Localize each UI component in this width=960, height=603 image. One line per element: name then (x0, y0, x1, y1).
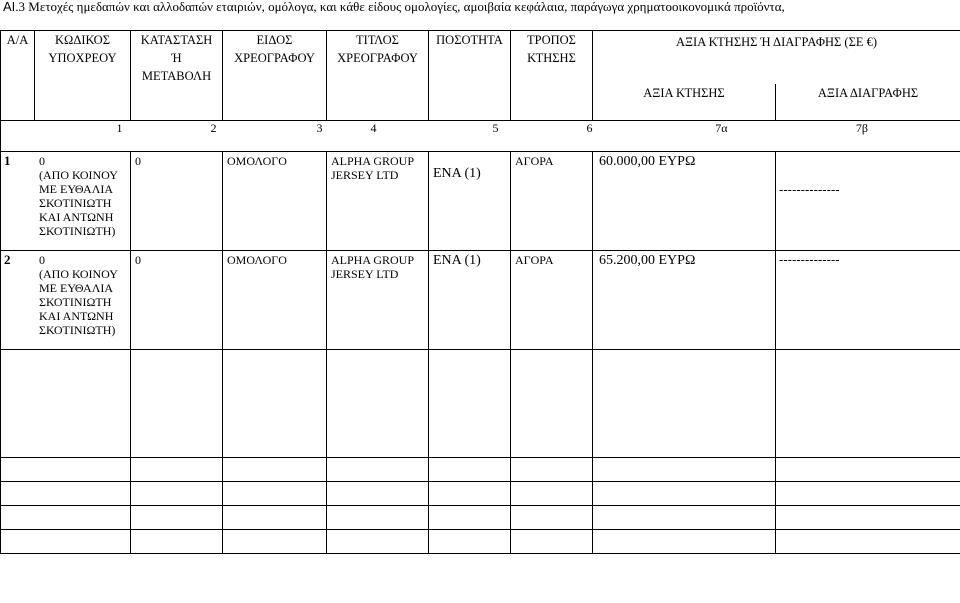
empty-cell (593, 350, 776, 458)
table-row (1, 251, 960, 350)
empty-cell (131, 350, 223, 458)
empty-cell (429, 530, 511, 554)
colnum-7b: 7β (776, 121, 960, 152)
cell-qty: ΕΝΑ (1) (429, 251, 511, 350)
row-code: 0 (ΑΠΟ ΚΟΙΝΟΥ ΜΕ ΕΥΘΑΛΙΑ ΣΚΟΤΙΝΙΩΤΗ ΚΑΙ ΑΝΤΩΝΗ ΣΚΟΤΙΝΙΩΤΗ) (39, 154, 118, 238)
empty-cell (327, 530, 429, 554)
cell-type: ΟΜΟΛΟΓΟ (223, 152, 327, 251)
header-value-del: ΑΞΙΑ ΔΙΑΓΡΑΦΗΣ (776, 84, 960, 121)
cell-value-acq: 65.200,00 ΕΥΡΩ (593, 251, 776, 350)
header-type: ΕΙΔΟΣ ΧΡΕΟΓΡΑΦΟΥ (223, 31, 327, 121)
empty-cell (511, 458, 593, 482)
cell-value-del: -------------- (776, 152, 960, 251)
header-aa: Α/Α (1, 31, 35, 121)
empty-cell (1, 350, 131, 458)
empty-cell (511, 506, 593, 530)
header-value-acq: ΑΞΙΑ ΚΤΗΣΗΣ (593, 84, 776, 121)
empty-cell (511, 350, 593, 458)
empty-cell (327, 458, 429, 482)
empty-cell (776, 530, 960, 554)
empty-cell (776, 350, 960, 458)
securities-table (0, 30, 960, 554)
empty-cell (223, 458, 327, 482)
colnum-2: 2 (131, 121, 223, 152)
empty-row (1, 506, 960, 530)
empty-cell (776, 482, 960, 506)
section-code: ΑΙ (3, 0, 16, 14)
empty-cell (327, 482, 429, 506)
colnum-6: 6 (511, 121, 593, 152)
empty-cell (131, 506, 223, 530)
cell-method: ΑΓΟΡΑ (511, 251, 593, 350)
empty-cell (131, 530, 223, 554)
empty-cell (1, 458, 131, 482)
cell-name: ALPHA GROUP JERSEY LTD (327, 251, 429, 350)
empty-cell (511, 482, 593, 506)
cell-qty: ΕΝΑ (1) (429, 152, 511, 251)
empty-cell (429, 506, 511, 530)
cell-value-acq: 60.000,00 ΕΥΡΩ (593, 152, 776, 251)
colnum-1: 1 (1, 121, 131, 152)
empty-cell (593, 530, 776, 554)
empty-cell (429, 458, 511, 482)
empty-cell (1, 482, 131, 506)
cell-status: 0 (131, 251, 223, 350)
row-index: 2 (4, 252, 11, 267)
empty-row (1, 458, 960, 482)
empty-cell (429, 350, 511, 458)
empty-cell (131, 482, 223, 506)
empty-cell (327, 506, 429, 530)
cell-code (1, 152, 131, 251)
section-title: .3 Μετοχές ημεδαπών και αλλοδαπών εταιριών, ομόλογα, και κάθε είδους ομολογίες, αμοιβαία κεφάλαια, παράγωγα χρηματοοικονομικά προϊόντα, (15, 0, 785, 14)
table-row (1, 152, 960, 251)
page-title (3, 0, 785, 14)
column-number-row (1, 121, 960, 152)
header-value-group: ΑΞΙΑ ΚΤΗΣΗΣ Ή ΔΙΑΓΡΑΦΗΣ (ΣΕ €) (593, 31, 960, 84)
cell-method: ΑΓΟΡΑ (511, 152, 593, 251)
empty-cell (776, 506, 960, 530)
empty-cell (1, 530, 131, 554)
empty-cell (429, 482, 511, 506)
header-code: ΚΩΔΙΚΟΣ ΥΠΟΧΡΕΟΥ (35, 31, 131, 121)
empty-cell (593, 482, 776, 506)
empty-cell (593, 458, 776, 482)
empty-cell (1, 506, 131, 530)
header-name: ΤΙΤΛΟΣ ΧΡΕΟΓΡΑΦΟΥ (327, 31, 429, 121)
empty-cell (223, 530, 327, 554)
colnum-4: 4 (327, 121, 429, 152)
header-status: ΚΑΤΑΣΤΑΣΗ Ή ΜΕΤΑΒΟΛΗ (131, 31, 223, 121)
empty-cell (223, 482, 327, 506)
empty-cell (223, 350, 327, 458)
empty-cell (511, 530, 593, 554)
cell-value-del: -------------- (776, 251, 960, 350)
empty-cell (776, 458, 960, 482)
cell-name: ALPHA GROUP JERSEY LTD (327, 152, 429, 251)
empty-row (1, 350, 960, 458)
row-index: 1 (4, 153, 11, 168)
header-qty: ΠΟΣΟΤΗΤΑ (429, 31, 511, 121)
empty-row (1, 530, 960, 554)
empty-cell (223, 506, 327, 530)
cell-code (1, 251, 131, 350)
header-method: ΤΡΟΠΟΣ ΚΤΗΣΗΣ (511, 31, 593, 121)
header-row (1, 31, 960, 84)
cell-status: 0 (131, 152, 223, 251)
colnum-5: 5 (429, 121, 511, 152)
colnum-7a: 7α (593, 121, 776, 152)
empty-cell (593, 506, 776, 530)
cell-type: ΟΜΟΛΟΓΟ (223, 251, 327, 350)
empty-row (1, 482, 960, 506)
colnum-3: 3 (223, 121, 327, 152)
empty-cell (131, 458, 223, 482)
empty-cell (327, 350, 429, 458)
row-code: 0 (ΑΠΟ ΚΟΙΝΟΥ ΜΕ ΕΥΘΑΛΙΑ ΣΚΟΤΙΝΙΩΤΗ ΚΑΙ ΑΝΤΩΝΗ ΣΚΟΤΙΝΙΩΤΗ) (39, 253, 118, 337)
